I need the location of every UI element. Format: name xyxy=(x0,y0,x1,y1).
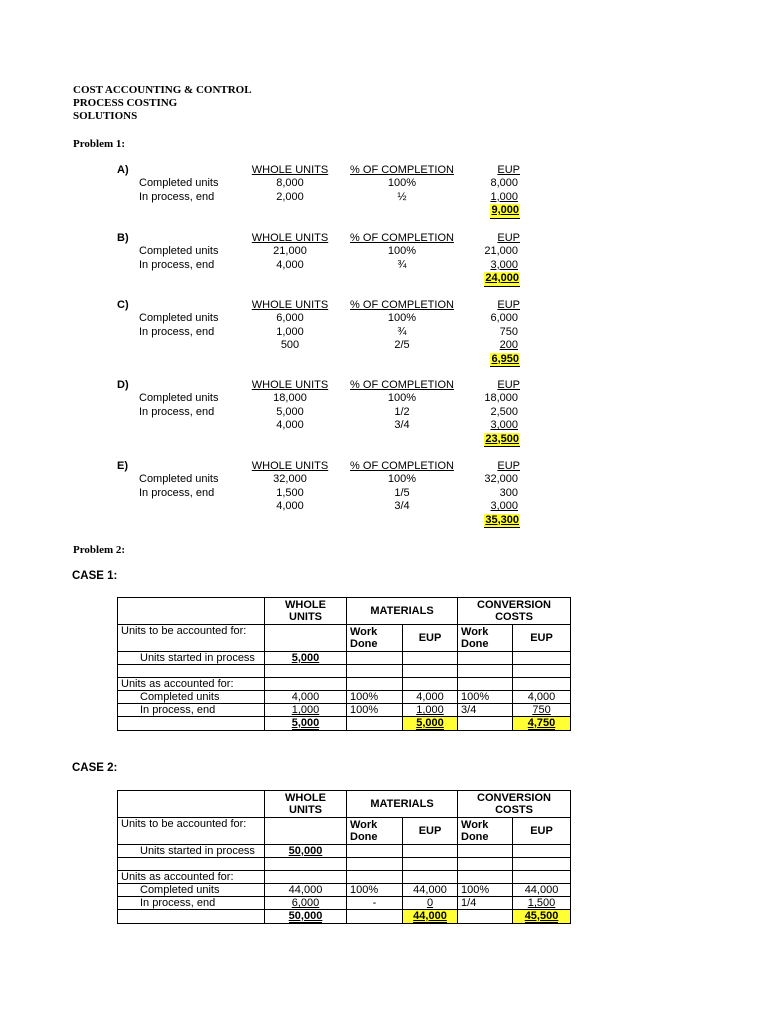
materials-eup-header: EUP xyxy=(403,625,458,652)
units-to-be-accounted-label: Units to be accounted for: xyxy=(118,818,265,845)
eup-value: 3,000 xyxy=(490,500,518,513)
completed-mat-eup: 44,000 xyxy=(403,884,458,897)
whole-units-value: 21,000 xyxy=(273,245,307,258)
whole-units-value: 2,000 xyxy=(276,190,304,203)
started-row xyxy=(118,652,571,665)
header-row xyxy=(118,598,571,625)
whole-units-value: 32,000 xyxy=(273,473,307,486)
completion-value: 100% xyxy=(387,312,417,325)
conversion-work-done-header: Work Done xyxy=(458,625,513,652)
units-started-label: Units started in process xyxy=(118,845,265,858)
completed-row xyxy=(118,884,571,897)
whole-units-header: WHOLE UNITS xyxy=(251,379,329,391)
eup-value: 21,000 xyxy=(484,245,518,258)
case-table xyxy=(117,790,571,924)
section-letter: E) xyxy=(117,460,128,472)
conversion-costs-header: CONVERSION COSTS xyxy=(458,598,571,625)
units-started-value: 5,000 xyxy=(265,652,347,665)
blank-cell xyxy=(265,625,347,652)
eup-value: 750 xyxy=(499,325,518,338)
problem1-section xyxy=(0,379,768,459)
total-conv-eup: 4,750 xyxy=(513,717,571,731)
completion-header: % OF COMPLETION xyxy=(350,460,454,472)
eup-value: 32,000 xyxy=(484,473,518,486)
whole-units-header: WHOLE UNITS xyxy=(251,164,329,176)
spacer-row xyxy=(118,665,571,678)
problem1-section xyxy=(0,460,768,540)
units-started-value: 50,000 xyxy=(265,845,347,858)
row-label: Completed units xyxy=(139,312,219,325)
whole-units-value: 5,000 xyxy=(276,405,304,418)
completion-value: ½ xyxy=(397,190,407,203)
eup-total: 35,300 xyxy=(485,513,519,526)
eup-value: 3,000 xyxy=(490,419,518,432)
completion-value: 2/5 xyxy=(394,339,410,352)
eup-value: 3,000 xyxy=(490,258,518,271)
case-title: CASE 1: xyxy=(72,570,118,582)
eup-value: 200 xyxy=(499,339,518,352)
row-label: Completed units xyxy=(139,177,219,190)
materials-header: MATERIALS xyxy=(347,791,458,818)
completion-value: 3/4 xyxy=(394,419,410,432)
eup-value: 18,000 xyxy=(484,392,518,405)
units-as-accounted-label: Units as accounted for: xyxy=(118,678,265,691)
section-letter: A) xyxy=(117,164,129,176)
materials-eup-header: EUP xyxy=(403,818,458,845)
eup-header: EUP xyxy=(497,460,520,472)
completed-units-label: Completed units xyxy=(118,691,265,704)
completed-conv-eup: 4,000 xyxy=(513,691,571,704)
row-label: In process, end xyxy=(139,190,215,203)
materials-header: MATERIALS xyxy=(347,598,458,625)
whole-units-value: 6,000 xyxy=(276,312,304,325)
completed-conv-eup: 44,000 xyxy=(513,884,571,897)
eup-header: EUP xyxy=(497,232,520,244)
completion-value: 3/4 xyxy=(394,500,410,513)
completed-mat-work-done: 100% xyxy=(347,691,403,704)
inprocess-label: In process, end xyxy=(118,704,265,717)
completion-value: 100% xyxy=(387,473,417,486)
conversion-eup-header: EUP xyxy=(513,818,571,845)
problem1-section xyxy=(0,299,768,379)
whole-units-value: 4,000 xyxy=(276,419,304,432)
conversion-costs-header: CONVERSION COSTS xyxy=(458,791,571,818)
inprocess-conv-work-done: 1/4 xyxy=(458,897,513,910)
whole-units-header: WHOLE UNITS xyxy=(251,460,329,472)
units-to-be-accounted-label: Units to be accounted for: xyxy=(118,625,265,652)
inprocess-label: In process, end xyxy=(118,897,265,910)
eup-value: 1,000 xyxy=(490,190,518,203)
completion-value: 1/2 xyxy=(394,405,410,418)
completion-value: 1/5 xyxy=(394,486,410,499)
completed-mat-eup: 4,000 xyxy=(403,691,458,704)
eup-total: 24,000 xyxy=(485,272,519,285)
eup-header: EUP xyxy=(497,299,520,311)
row-label: In process, end xyxy=(139,325,215,338)
completed-conv-work-done: 100% xyxy=(458,884,513,897)
document-header xyxy=(73,84,252,123)
conversion-work-done-header: Work Done xyxy=(458,818,513,845)
eup-header: EUP xyxy=(497,379,520,391)
completed-whole: 4,000 xyxy=(265,691,347,704)
blank-cell xyxy=(118,791,265,818)
section-letter: B) xyxy=(117,232,129,244)
problem2-label: Problem 2: xyxy=(73,544,126,556)
problem1-label: Problem 1: xyxy=(73,138,126,150)
whole-units-header: WHOLE UNITS xyxy=(251,232,329,244)
completion-value: ¾ xyxy=(397,325,407,338)
inprocess-conv-eup: 1,500 xyxy=(513,897,571,910)
completion-header: % OF COMPLETION xyxy=(350,164,454,176)
solutions-title: SOLUTIONS xyxy=(73,110,138,122)
total-conv-eup: 45,500 xyxy=(513,910,571,924)
eup-header: EUP xyxy=(497,164,520,176)
inprocess-mat-work-done: - xyxy=(347,897,403,910)
whole-units-value: 4,000 xyxy=(276,500,304,513)
subheader-row xyxy=(118,625,571,652)
whole-units-value: 4,000 xyxy=(276,258,304,271)
course-title: COST ACCOUNTING & CONTROL xyxy=(73,84,252,96)
total-mat-eup: 5,000 xyxy=(403,717,458,731)
totals-row xyxy=(118,910,571,924)
completion-value: 100% xyxy=(387,392,417,405)
inprocess-row xyxy=(118,704,571,717)
materials-work-done-header: Work Done xyxy=(347,625,403,652)
row-label: In process, end xyxy=(139,486,215,499)
units-started-label: Units started in process xyxy=(118,652,265,665)
completion-header: % OF COMPLETION xyxy=(350,379,454,391)
whole-units-header: WHOLE UNITS xyxy=(251,299,329,311)
completed-units-label: Completed units xyxy=(118,884,265,897)
row-label: In process, end xyxy=(139,405,215,418)
whole-units-value: 8,000 xyxy=(276,177,304,190)
completion-header: % OF COMPLETION xyxy=(350,299,454,311)
eup-total: 9,000 xyxy=(491,204,519,217)
eup-total: 23,500 xyxy=(485,432,519,445)
completed-mat-work-done: 100% xyxy=(347,884,403,897)
whole-units-value: 1,000 xyxy=(276,325,304,338)
eup-value: 6,000 xyxy=(490,312,518,325)
inprocess-conv-work-done: 3/4 xyxy=(458,704,513,717)
blank-cell xyxy=(118,598,265,625)
units-as-accounted-label: Units as accounted for: xyxy=(118,871,265,884)
inprocess-mat-work-done: 100% xyxy=(347,704,403,717)
accounted-label-row xyxy=(118,678,571,691)
completion-value: 100% xyxy=(387,245,417,258)
spacer-row xyxy=(118,858,571,871)
whole-units-value: 1,500 xyxy=(276,486,304,499)
topic-title: PROCESS COSTING xyxy=(73,97,178,109)
whole-units-value: 18,000 xyxy=(273,392,307,405)
completed-whole: 44,000 xyxy=(265,884,347,897)
completion-header: % OF COMPLETION xyxy=(350,232,454,244)
row-label: Completed units xyxy=(139,473,219,486)
eup-value: 2,500 xyxy=(490,405,518,418)
section-letter: D) xyxy=(117,379,129,391)
subheader-row xyxy=(118,818,571,845)
completion-value: ¾ xyxy=(397,258,407,271)
completed-row xyxy=(118,691,571,704)
header-row xyxy=(118,791,571,818)
inprocess-whole: 1,000 xyxy=(265,704,347,717)
completed-conv-work-done: 100% xyxy=(458,691,513,704)
whole-units-value: 500 xyxy=(280,339,300,352)
materials-work-done-header: Work Done xyxy=(347,818,403,845)
row-label: Completed units xyxy=(139,245,219,258)
section-letter: C) xyxy=(117,299,129,311)
eup-value: 8,000 xyxy=(490,177,518,190)
completion-value: 100% xyxy=(387,177,417,190)
started-row xyxy=(118,845,571,858)
inprocess-conv-eup: 750 xyxy=(513,704,571,717)
inprocess-whole: 6,000 xyxy=(265,897,347,910)
conversion-eup-header: EUP xyxy=(513,625,571,652)
row-label: In process, end xyxy=(139,258,215,271)
total-whole: 50,000 xyxy=(265,910,347,924)
row-label: Completed units xyxy=(139,392,219,405)
total-whole: 5,000 xyxy=(265,717,347,731)
totals-row xyxy=(118,717,571,731)
accounted-label-row xyxy=(118,871,571,884)
case-title: CASE 2: xyxy=(72,762,118,774)
inprocess-row xyxy=(118,897,571,910)
case-table xyxy=(117,597,571,731)
eup-total: 6,950 xyxy=(491,352,519,365)
whole-units-header: WHOLE UNITS xyxy=(265,791,347,818)
total-mat-eup: 44,000 xyxy=(403,910,458,924)
inprocess-mat-eup: 0 xyxy=(403,897,458,910)
eup-value: 300 xyxy=(499,486,518,499)
blank-cell xyxy=(265,818,347,845)
whole-units-header: WHOLE UNITS xyxy=(265,598,347,625)
inprocess-mat-eup: 1,000 xyxy=(403,704,458,717)
